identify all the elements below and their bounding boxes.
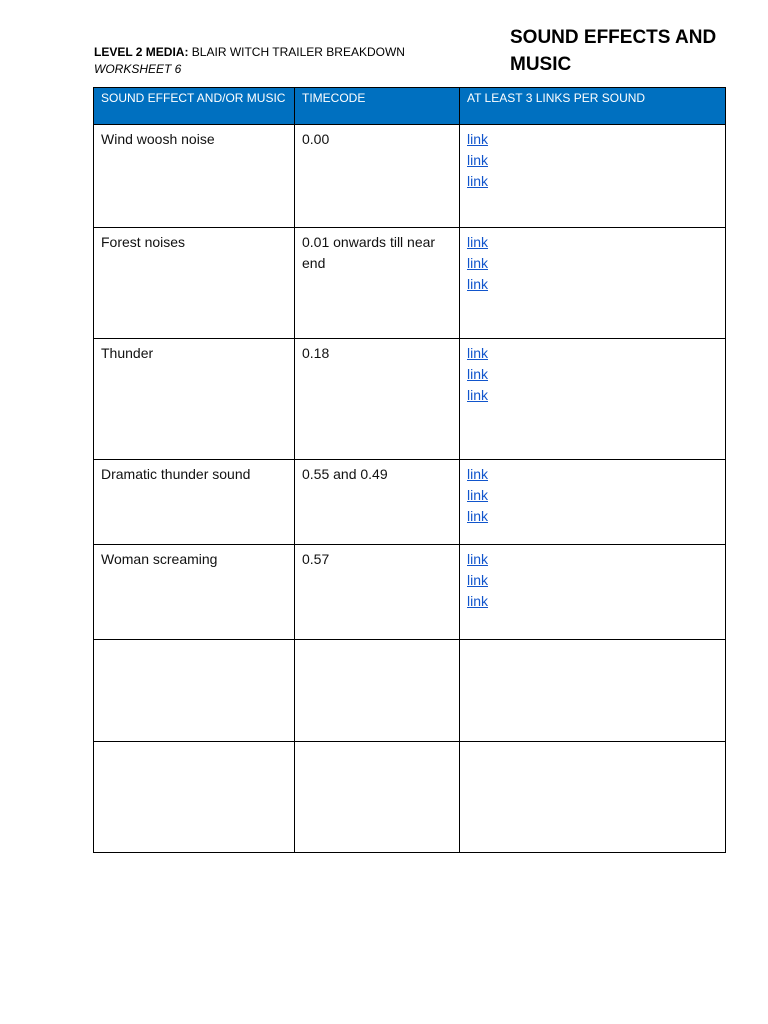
links-cell xyxy=(460,545,726,640)
table-row xyxy=(94,545,726,640)
links-cell xyxy=(460,460,726,545)
sound-link[interactable]: link xyxy=(467,487,489,503)
course-level-label: LEVEL 2 MEDIA: xyxy=(94,45,189,59)
sound-cell[interactable] xyxy=(94,742,295,853)
links-cell[interactable] xyxy=(460,742,726,853)
course-topic-label: BLAIR WITCH TRAILER BREAKDOWN xyxy=(188,45,405,59)
sound-effects-table xyxy=(93,87,726,853)
sound-link[interactable]: link xyxy=(467,152,489,168)
sound-link[interactable]: link xyxy=(467,131,489,147)
page-title xyxy=(510,24,750,78)
table-row xyxy=(94,742,726,853)
page-title-line-1: SOUND EFFECTS AND xyxy=(510,27,717,48)
table-row xyxy=(94,339,726,460)
timecode-cell[interactable]: 0.57 xyxy=(295,545,460,640)
timecode-cell[interactable]: 0.00 xyxy=(295,125,460,228)
sound-cell[interactable]: Dramatic thunder sound xyxy=(94,460,295,545)
sound-link[interactable]: link xyxy=(467,345,489,361)
table-row xyxy=(94,125,726,228)
timecode-cell[interactable] xyxy=(295,742,460,853)
table-row xyxy=(94,460,726,545)
table-row xyxy=(94,640,726,742)
links-cell xyxy=(460,125,726,228)
sound-cell[interactable]: Wind woosh noise xyxy=(94,125,295,228)
worksheet-label: WORKSHEET 6 xyxy=(94,62,182,76)
sound-link[interactable]: link xyxy=(467,593,489,609)
sound-link[interactable]: link xyxy=(467,255,489,271)
header-timecode: TIMECODE xyxy=(295,88,460,125)
timecode-cell[interactable]: 0.01 onwards till near end xyxy=(295,228,460,339)
links-cell xyxy=(460,228,726,339)
links-cell[interactable] xyxy=(460,640,726,742)
sound-link[interactable]: link xyxy=(467,551,489,567)
page-title-line-2: MUSIC xyxy=(510,54,572,75)
sound-link[interactable]: link xyxy=(467,276,489,292)
timecode-cell[interactable]: 0.55 and 0.49 xyxy=(295,460,460,545)
sound-link[interactable]: link xyxy=(467,173,489,189)
header-sound-effect: SOUND EFFECT AND/OR MUSIC xyxy=(94,88,295,125)
sound-cell[interactable]: Forest noises xyxy=(94,228,295,339)
table-header-row xyxy=(94,88,726,125)
links-cell xyxy=(460,339,726,460)
sound-link[interactable]: link xyxy=(467,508,489,524)
sound-cell[interactable] xyxy=(94,640,295,742)
header-links: AT LEAST 3 LINKS PER SOUND xyxy=(460,88,726,125)
table-row xyxy=(94,228,726,339)
sound-link[interactable]: link xyxy=(467,366,489,382)
timecode-cell[interactable] xyxy=(295,640,460,742)
course-title-line xyxy=(94,45,405,60)
sound-cell[interactable]: Thunder xyxy=(94,339,295,460)
sound-link[interactable]: link xyxy=(467,387,489,403)
sound-link[interactable]: link xyxy=(467,234,489,250)
sound-link[interactable]: link xyxy=(467,572,489,588)
sound-cell[interactable]: Woman screaming xyxy=(94,545,295,640)
sound-link[interactable]: link xyxy=(467,466,489,482)
timecode-cell[interactable]: 0.18 xyxy=(295,339,460,460)
